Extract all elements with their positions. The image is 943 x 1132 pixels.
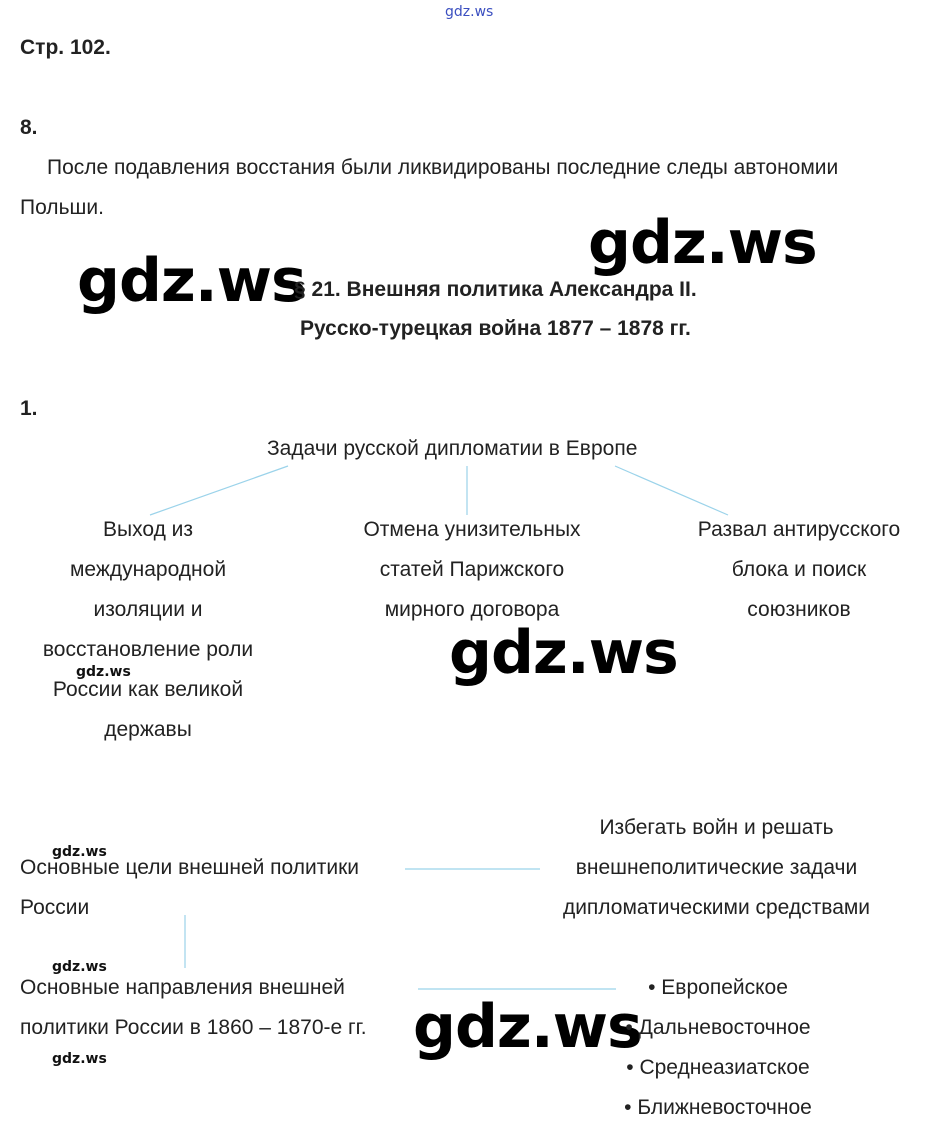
directions-label-line: политики России в 1860 – 1870-е гг. (20, 1016, 367, 1039)
branch-line: международной (69, 558, 227, 581)
branch-line: союзников (747, 598, 851, 621)
branch-line: статей Парижского (379, 558, 565, 581)
task-number-8: 8. (20, 116, 38, 139)
watermark-big: gdz.ws (413, 992, 642, 1062)
directions-item: • Дальневосточное (625, 1016, 811, 1039)
section-title-line1: § 21. Внешняя политика Александра II. (294, 278, 697, 301)
goals-value-line: дипломатическими средствами (562, 896, 871, 919)
page-ref: Стр. 102. (20, 36, 111, 59)
branch-line: мирного договора (384, 598, 560, 621)
branch-line: Отмена унизительных (363, 518, 581, 541)
directions-item: • Ближневосточное (624, 1096, 812, 1119)
branch-line: Развал антирусского (697, 518, 901, 541)
goals-label-line: России (20, 896, 90, 919)
watermark-small: gdz.ws (52, 1051, 107, 1067)
directions-item: • Среднеазиатское (626, 1056, 810, 1079)
watermark-top: gdz.ws (445, 4, 494, 20)
goals-label-line: Основные цели внешней политики (20, 856, 360, 879)
section-title-line2: Русско-турецкая война 1877 – 1878 гг. (300, 317, 691, 340)
goals-value-line: внешнеполитические задачи (575, 856, 858, 879)
directions-label (20, 968, 367, 1048)
watermark-small: gdz.ws (52, 959, 107, 975)
directions-item: • Европейское (648, 976, 788, 999)
task-number-1: 1. (20, 397, 38, 420)
diagram-branch-right (668, 510, 930, 630)
goals-value (538, 808, 895, 928)
diagram-branch-center (337, 510, 607, 630)
connector-root-right (615, 466, 728, 515)
watermark-small: gdz.ws (52, 844, 107, 860)
branch-line: державы (104, 718, 192, 741)
branch-line: изоляции и (93, 598, 203, 621)
branch-line: России как великой (52, 678, 244, 701)
branch-line: Выход из (102, 518, 194, 541)
diagram-branch-left (18, 510, 278, 750)
task8-text-line1: После подавления восстания были ликвидированы последние следы автономии (47, 156, 839, 179)
goals-value-line: Избегать войн и решать (599, 816, 834, 839)
watermark-small: gdz.ws (76, 664, 131, 680)
watermark-big: gdz.ws (77, 246, 306, 316)
connector-root-left (150, 466, 288, 515)
directions-list (598, 968, 838, 1128)
watermark-big: gdz.ws (449, 618, 678, 688)
goals-label (20, 848, 359, 928)
branch-line: восстановление роли (42, 638, 254, 661)
task8-text-line2: Польши. (20, 196, 104, 219)
watermark-big: gdz.ws (588, 208, 817, 278)
diagram-root: Задачи русской дипломатии в Европе (267, 437, 638, 460)
branch-line: блока и поиск (731, 558, 867, 581)
directions-label-line: Основные направления внешней (20, 976, 345, 999)
